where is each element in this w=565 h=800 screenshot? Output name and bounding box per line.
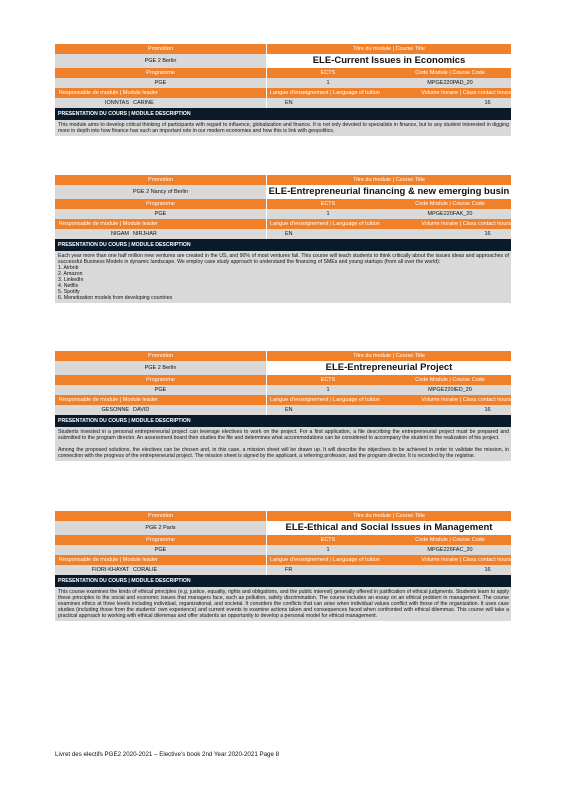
langue-volume-labels <box>267 555 511 565</box>
course-title-label: Titre du module | Course Title <box>353 513 425 519</box>
responsable-label-cell <box>55 395 266 405</box>
programme-label: Programme <box>55 199 266 209</box>
volume-label: Volume horaire | Class contact hours <box>421 557 511 563</box>
ects-code-values <box>267 78 511 88</box>
title-row <box>55 521 511 535</box>
language-value: FR <box>285 567 293 573</box>
leader-first-name: CARINE <box>133 100 154 106</box>
values-row-2 <box>55 229 511 239</box>
header-row-1 <box>55 175 511 185</box>
course-title-label: Titre du module | Course Title <box>353 46 425 52</box>
language-hours-values <box>267 565 511 575</box>
language-hours-values <box>267 98 511 108</box>
header-row-3 <box>55 219 511 229</box>
leader-cell <box>55 405 266 415</box>
language-hours-values <box>267 229 511 239</box>
promotion-value: PGE 2 Paris <box>55 521 266 535</box>
promotion-value: PGE 2 Berlin <box>55 54 266 68</box>
example-list <box>58 265 509 301</box>
description-paragraph: This course examines the kinds of ethical principles (e.g. justice, equality, rights and obligations, and the public interest) generally offered in justification of ethical judgments. Students learn to apply these principles to the social and economic issues that managers face, such as pollution, safety discrimination. The course includes an essay on an ethical problem in management. The course examines ethics at three levels including individual, organizational, and societal. It considers the conflicts that can arise when individual values conflict with those of the organization. It uses case studies (including those from the students' own experience) and current events to examine actions taken and consequences faced when confronted with ethical dilemmas. This course will take a practical approach to working with ethical dilemmas and offer students an opportunity to develop a personal model for ethical management. <box>58 589 509 619</box>
programme-label: Programme <box>55 535 266 545</box>
ects-code-values <box>267 385 511 395</box>
course-block <box>55 511 511 621</box>
leader-first-name: CORALIE <box>133 567 158 573</box>
header-row-1 <box>55 351 511 361</box>
ects-label: ECTS <box>320 70 336 76</box>
programme-label: Programme <box>55 68 266 78</box>
responsable-label: Responsable de module | Module leader <box>59 221 158 227</box>
values-row-1 <box>55 209 511 219</box>
header-row-3 <box>55 555 511 565</box>
promotion-value: PGE 2 Nancy of Berlin <box>55 185 266 199</box>
ects-code-labels <box>267 199 511 209</box>
responsable-label-cell <box>55 88 266 98</box>
promotion-value: PGE 2 Berlin <box>55 361 266 375</box>
code-label: Code Module | Course Code <box>415 537 485 543</box>
description-paragraph: Students invested in a personal entrepreneurial project can leverage electives to work on the project. For a first application, a file describing the entrepreneurial project must be prepared and submitted to the program director. An assessment board then studies the file and determines what accommodations can be considered to accompany the student in the realization of his project. <box>58 429 509 441</box>
langue-volume-labels <box>267 219 511 229</box>
presentation-header: PRESENTATION DU COURS | MODULE DESCRIPTION <box>55 415 511 427</box>
presentation-header: PRESENTATION DU COURS | MODULE DESCRIPTION <box>55 575 511 587</box>
course-block <box>55 44 511 136</box>
ects-code-labels <box>267 68 511 78</box>
responsable-label-cell <box>55 555 266 565</box>
volume-label: Volume horaire | Class contact hours <box>421 90 511 96</box>
langue-label: Langue d'enseignement | Language of tuition <box>270 557 380 563</box>
responsable-label-cell <box>55 219 266 229</box>
values-row-1 <box>55 385 511 395</box>
list-item: 3. LinkedIn <box>58 277 84 283</box>
header-row-1 <box>55 511 511 521</box>
ects-value: 1 <box>326 387 330 393</box>
language-hours-values <box>267 405 511 415</box>
ects-code-labels <box>267 375 511 385</box>
course-description <box>55 120 511 136</box>
course-title: ELE-Current Issues in Economics <box>312 55 466 66</box>
langue-volume-labels <box>267 395 511 405</box>
leader-first-name: NIRJHAR <box>133 231 157 237</box>
presentation-header: PRESENTATION DU COURS | MODULE DESCRIPTION <box>55 108 511 120</box>
promotion-label: Promotion <box>55 44 266 54</box>
values-row-1 <box>55 545 511 555</box>
header-row-2 <box>55 199 511 209</box>
list-item: 1. Airbnb <box>58 265 79 271</box>
header-row-3 <box>55 88 511 98</box>
values-row-2 <box>55 405 511 415</box>
title-row <box>55 185 511 199</box>
values-row-1 <box>55 78 511 88</box>
responsable-label: Responsable de module | Module leader <box>59 397 158 403</box>
header-row-2 <box>55 535 511 545</box>
programme-label: Programme <box>55 375 266 385</box>
course-description <box>55 251 511 303</box>
course-title: ELE-Entrepreneurial Project <box>325 362 453 373</box>
promotion-label: Promotion <box>55 511 266 521</box>
code-label: Code Module | Course Code <box>415 377 485 383</box>
leader-last-name: FIORI-KHAYAT <box>91 567 129 573</box>
values-row-2 <box>55 98 511 108</box>
volume-label: Volume horaire | Class contact hours <box>421 397 511 403</box>
description-paragraph: Each year more than one half million new ventures are created in the US, and 90% of most ventures fail. This course will teach students to think critically about the issues ideas and approaches of successful Business Models in dynamic landscape. We employ case study approach to understand the financing of SMEs and young startups (from all over the world): <box>58 253 509 265</box>
programme-value: PGE <box>55 385 266 395</box>
ects-label: ECTS <box>320 201 336 207</box>
ects-code-values <box>267 545 511 555</box>
header-row-3 <box>55 395 511 405</box>
course-title: ELE-Entrepreneurial financing & new emerging busin <box>268 186 510 197</box>
language-value: EN <box>285 407 293 413</box>
page-footer: Livret des electifs PGE2 2020-2021 – Elective's book 2nd Year 2020-2021 Page 8 <box>55 751 280 758</box>
language-value: EN <box>285 231 293 237</box>
leader-cell <box>55 565 266 575</box>
course-description <box>55 427 511 461</box>
course-title-label-cell <box>267 511 511 521</box>
list-item: 5. Spotify <box>58 289 80 295</box>
ects-label: ECTS <box>320 537 336 543</box>
code-value: MPGE226FAC_20 <box>427 547 473 553</box>
list-item: 6. Monetization models from developing countries <box>58 295 173 301</box>
hours-value: 16 <box>484 407 491 413</box>
programme-value: PGE <box>55 78 266 88</box>
course-title-label: Titre du module | Course Title <box>353 177 425 183</box>
langue-volume-labels <box>267 88 511 98</box>
ects-code-labels <box>267 535 511 545</box>
description-paragraph: Among the proposed solutions, the electives can be chosen and, in this case, a mission sheet will be drawn up. It will describe the objectives to be achieved in order to validate the mission, in connection with the progress of the entrepreneurial project. The mission sheet is signed by the applicant, a referring professor, and the program director. It is recorded by the registrar. <box>58 447 509 459</box>
title-row <box>55 54 511 68</box>
promotion-label: Promotion <box>55 175 266 185</box>
ects-value: 1 <box>326 80 330 86</box>
hours-value: 16 <box>484 100 491 106</box>
language-value: EN <box>285 100 293 106</box>
programme-value: PGE <box>55 545 266 555</box>
course-title: ELE-Ethical and Social Issues in Management <box>285 522 493 533</box>
title-row <box>55 361 511 375</box>
course-title-label-cell <box>267 351 511 361</box>
course-title-label: Titre du module | Course Title <box>353 353 425 359</box>
langue-label: Langue d'enseignement | Language of tuition <box>270 90 380 96</box>
course-block <box>55 351 511 461</box>
promotion-label: Promotion <box>55 351 266 361</box>
hours-value: 16 <box>484 567 491 573</box>
leader-last-name: NIGAM <box>110 231 129 237</box>
header-row-1 <box>55 44 511 54</box>
values-row-2 <box>55 565 511 575</box>
description-paragraph: This module aims to develop critical thinking of participants with regard to influence, globalization and finance. It is not only devoted to specialists in finance, but to any student interested in digging more in depth into how finance has such an important role in our modern economies and how this is link with geopolitics. <box>58 122 509 134</box>
ects-label: ECTS <box>320 377 336 383</box>
hours-value: 16 <box>484 231 491 237</box>
ects-code-values <box>267 209 511 219</box>
course-block <box>55 175 511 303</box>
code-value: MPGE220PAD_20 <box>427 80 473 86</box>
course-description <box>55 587 511 621</box>
leader-first-name: DAVID <box>133 407 150 413</box>
code-value: MPGE220IED_20 <box>428 387 472 393</box>
leader-last-name: GESONNE <box>101 407 129 413</box>
presentation-header: PRESENTATION DU COURS | MODULE DESCRIPTION <box>55 239 511 251</box>
course-title-label-cell <box>267 44 511 54</box>
list-item: 2. Amazon <box>58 271 83 277</box>
header-row-2 <box>55 375 511 385</box>
course-title-label-cell <box>267 175 511 185</box>
code-label: Code Module | Course Code <box>415 70 485 76</box>
programme-value: PGE <box>55 209 266 219</box>
responsable-label: Responsable de module | Module leader <box>59 90 158 96</box>
ects-value: 1 <box>326 211 330 217</box>
leader-cell <box>55 229 266 239</box>
header-row-2 <box>55 68 511 78</box>
langue-label: Langue d'enseignement | Language of tuition <box>270 397 380 403</box>
langue-label: Langue d'enseignement | Language of tuition <box>270 221 380 227</box>
code-label: Code Module | Course Code <box>415 201 485 207</box>
code-value: MPGE220FAK_20 <box>427 211 473 217</box>
ects-value: 1 <box>326 547 330 553</box>
leader-last-name: IONNTAS <box>104 100 129 106</box>
volume-label: Volume horaire | Class contact hours <box>421 221 511 227</box>
leader-cell <box>55 98 266 108</box>
responsable-label: Responsable de module | Module leader <box>59 557 158 563</box>
list-item: 4. Netflix <box>58 283 79 289</box>
